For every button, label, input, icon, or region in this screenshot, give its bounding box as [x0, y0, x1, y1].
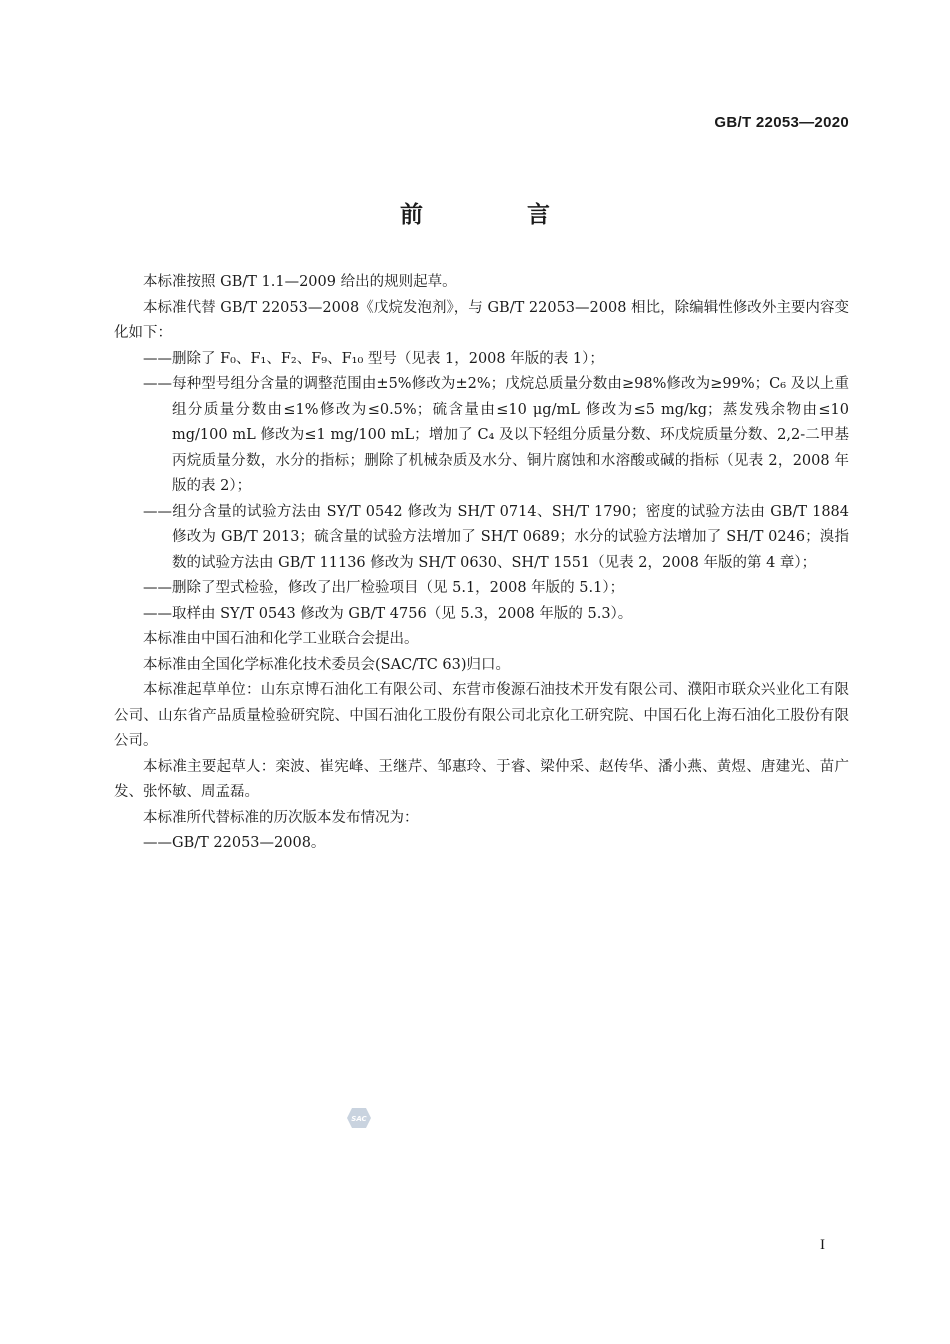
paragraph: 本标准按照 GB/T 1.1—2009 给出的规则起草。 [143, 274, 457, 290]
change-list-item: ——每种型号组分含量的调整范围由±5%修改为±2%；戊烷总质量分数由≥98%修改为≥99%；C₆ 及以上重组分质量分数由≤1%修改为≤0.5%；硫含量由≤10 μg/mL 修改为≤5 mg/kg；蒸发残余物由≤10 mg/100 mL 修改为≤1 mg/100 mL；增加了 C₄ 及以下轻组分质量分数、环戊烷质量分数、2,2-二甲基丙烷质量分数，水分的指标；删除了机械杂质及水分、铜片腐蚀和水溶酸或碱的指标（见表 2，2008 年版的表 2）； [143, 376, 849, 494]
standard-code: GB/T 22053—2020 [714, 114, 849, 131]
paragraph: 本标准主要起草人：栾波、崔宪峰、王继芹、邹惠玲、于睿、梁仲采、赵传华、潘小燕、黄煜、唐建光、苗广发、张怀敏、周孟磊。 [114, 758, 849, 800]
paragraph: 本标准所代替标准的历次版本发布情况为： [143, 809, 419, 826]
change-list-item: ——组分含量的试验方法由 SY/T 0542 修改为 SH/T 0714、SH/T 1790；密度的试验方法由 GB/T 1884 修改为 GB/T 2013；硫含量的试验方法增加了 SH/T 0689；水分的试验方法增加了 SH/T 0246；溴指数的试验方法由 GB/T 11136 修改为 SH/T 0630、SH/T 1551（见表 2，2008 年版的第 4 章）； [143, 503, 849, 571]
change-list-item: ——取样由 SY/T 0543 修改为 GB/T 4756（见 5.3，2008 年版的 5.3）。 [143, 605, 633, 622]
svg-text:SAC: SAC [351, 1115, 367, 1123]
change-list-item: ——删除了型式检验，修改了出厂检验项目（见 5.1，2008 年版的 5.1）； [143, 580, 625, 596]
paragraph: 本标准由中国石油和化学工业联合会提出。 [143, 631, 419, 647]
change-list-item: ——删除了 F₀、F₁、F₂、F₉、F₁₀ 型号（见表 1，2008 年版的表 1）； [143, 350, 604, 367]
paragraph: 本标准代替 GB/T 22053—2008《戊烷发泡剂》，与 GB/T 22053—2008 相比，除编辑性修改外主要内容变化如下： [114, 299, 849, 341]
page-title: 前 言 [399, 201, 598, 228]
paragraph: 本标准起草单位：山东京博石油化工有限公司、东营市俊源石油技术开发有限公司、濮阳市联众兴业化工有限公司、山东省产品质量检验研究院、中国石油化工股份有限公司北京化工研究院、中国石化上海石油化工股份有限公司。 [114, 682, 849, 749]
history-list-item: ——GB/T 22053—2008。 [143, 835, 326, 851]
page-number: I [820, 1237, 825, 1253]
sac-logo-icon [346, 1107, 372, 1129]
document-body [114, 270, 849, 857]
paragraph: 本标准由全国化学标准化技术委员会(SAC/TC 63)归口。 [143, 656, 511, 673]
